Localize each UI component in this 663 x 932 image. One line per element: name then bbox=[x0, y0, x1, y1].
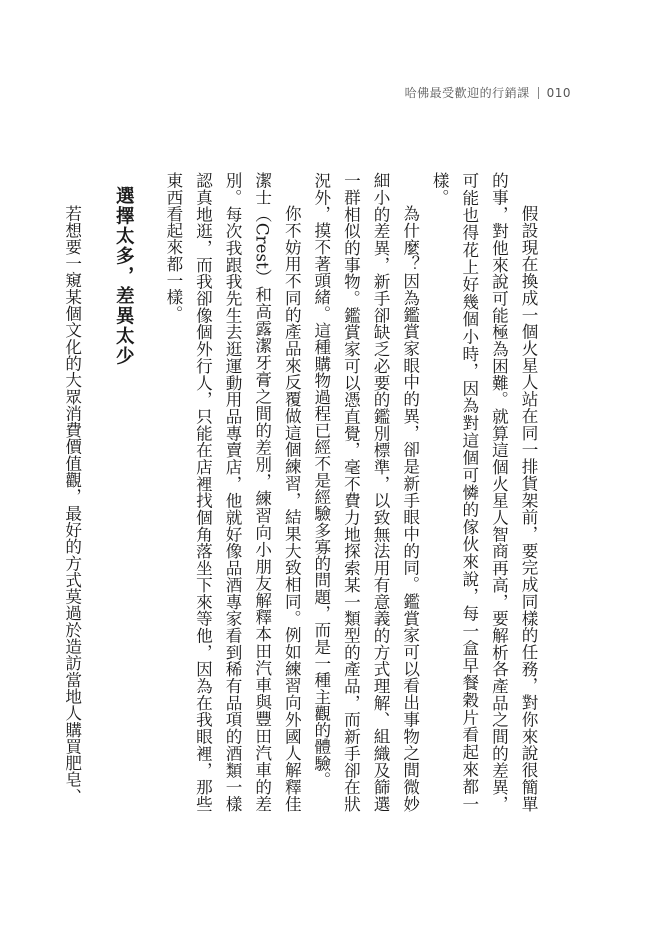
paragraph: 你不妨用不同的產品來反覆做這個練習，結果大致相同。例如練習向外國人解釋佳潔士（Crest）和高露潔牙膏之間的差別，練習向小朋友解釋本田汽車與豐田汽車的差別。每次我跟我先生去逛運動用品專賣店，他就好像品酒專家看到稀有品項的酒類一樣認真地逛，而我卻像個外行人，只能在店裡找個角落坐下來等他，因為在我眼裡，那些東西看起來都一樣。 bbox=[163, 172, 302, 812]
book-title: 哈佛最受歡迎的行銷課 bbox=[404, 86, 530, 100]
paragraph: 為什麼？因為鑑賞家眼中的異，卻是新手眼中的同。鑑賞家可以看出事物之間微妙細小的差異，新手卻缺乏必要的鑑別標準，以致無法用有意義的方式理解、組織及篩選一群相似的事物。鑑賞家可以憑直覺，毫不費力地探索某一類型的產品，而新手卻在狀況外，摸不著頭緒。這種購物過程已經不是經驗多寡的問題，而是一種主觀的體驗。 bbox=[311, 172, 420, 812]
body-text bbox=[57, 172, 543, 812]
section-heading: 選擇太多，差異太少 bbox=[113, 186, 135, 366]
page-number: 010 bbox=[546, 85, 571, 100]
paragraph: 假設現在換成一個火星人站在同一排貨架前，要完成同樣的任務，對你來說很簡單的事，對他來說可能極為困難。就算這個火星人智商再高，要解析各產品之間的差異，可能也得花上好幾個小時，因為對這個可憐的傢伙來說，每一盒早餐穀片看起來都一樣。 bbox=[430, 172, 538, 812]
paragraph: 若想要一窺某個文化的大眾消費價值觀，最好的方式莫過於造訪當地人購買肥皂、 bbox=[62, 205, 82, 805]
header-divider bbox=[538, 87, 539, 99]
running-head bbox=[405, 84, 571, 101]
